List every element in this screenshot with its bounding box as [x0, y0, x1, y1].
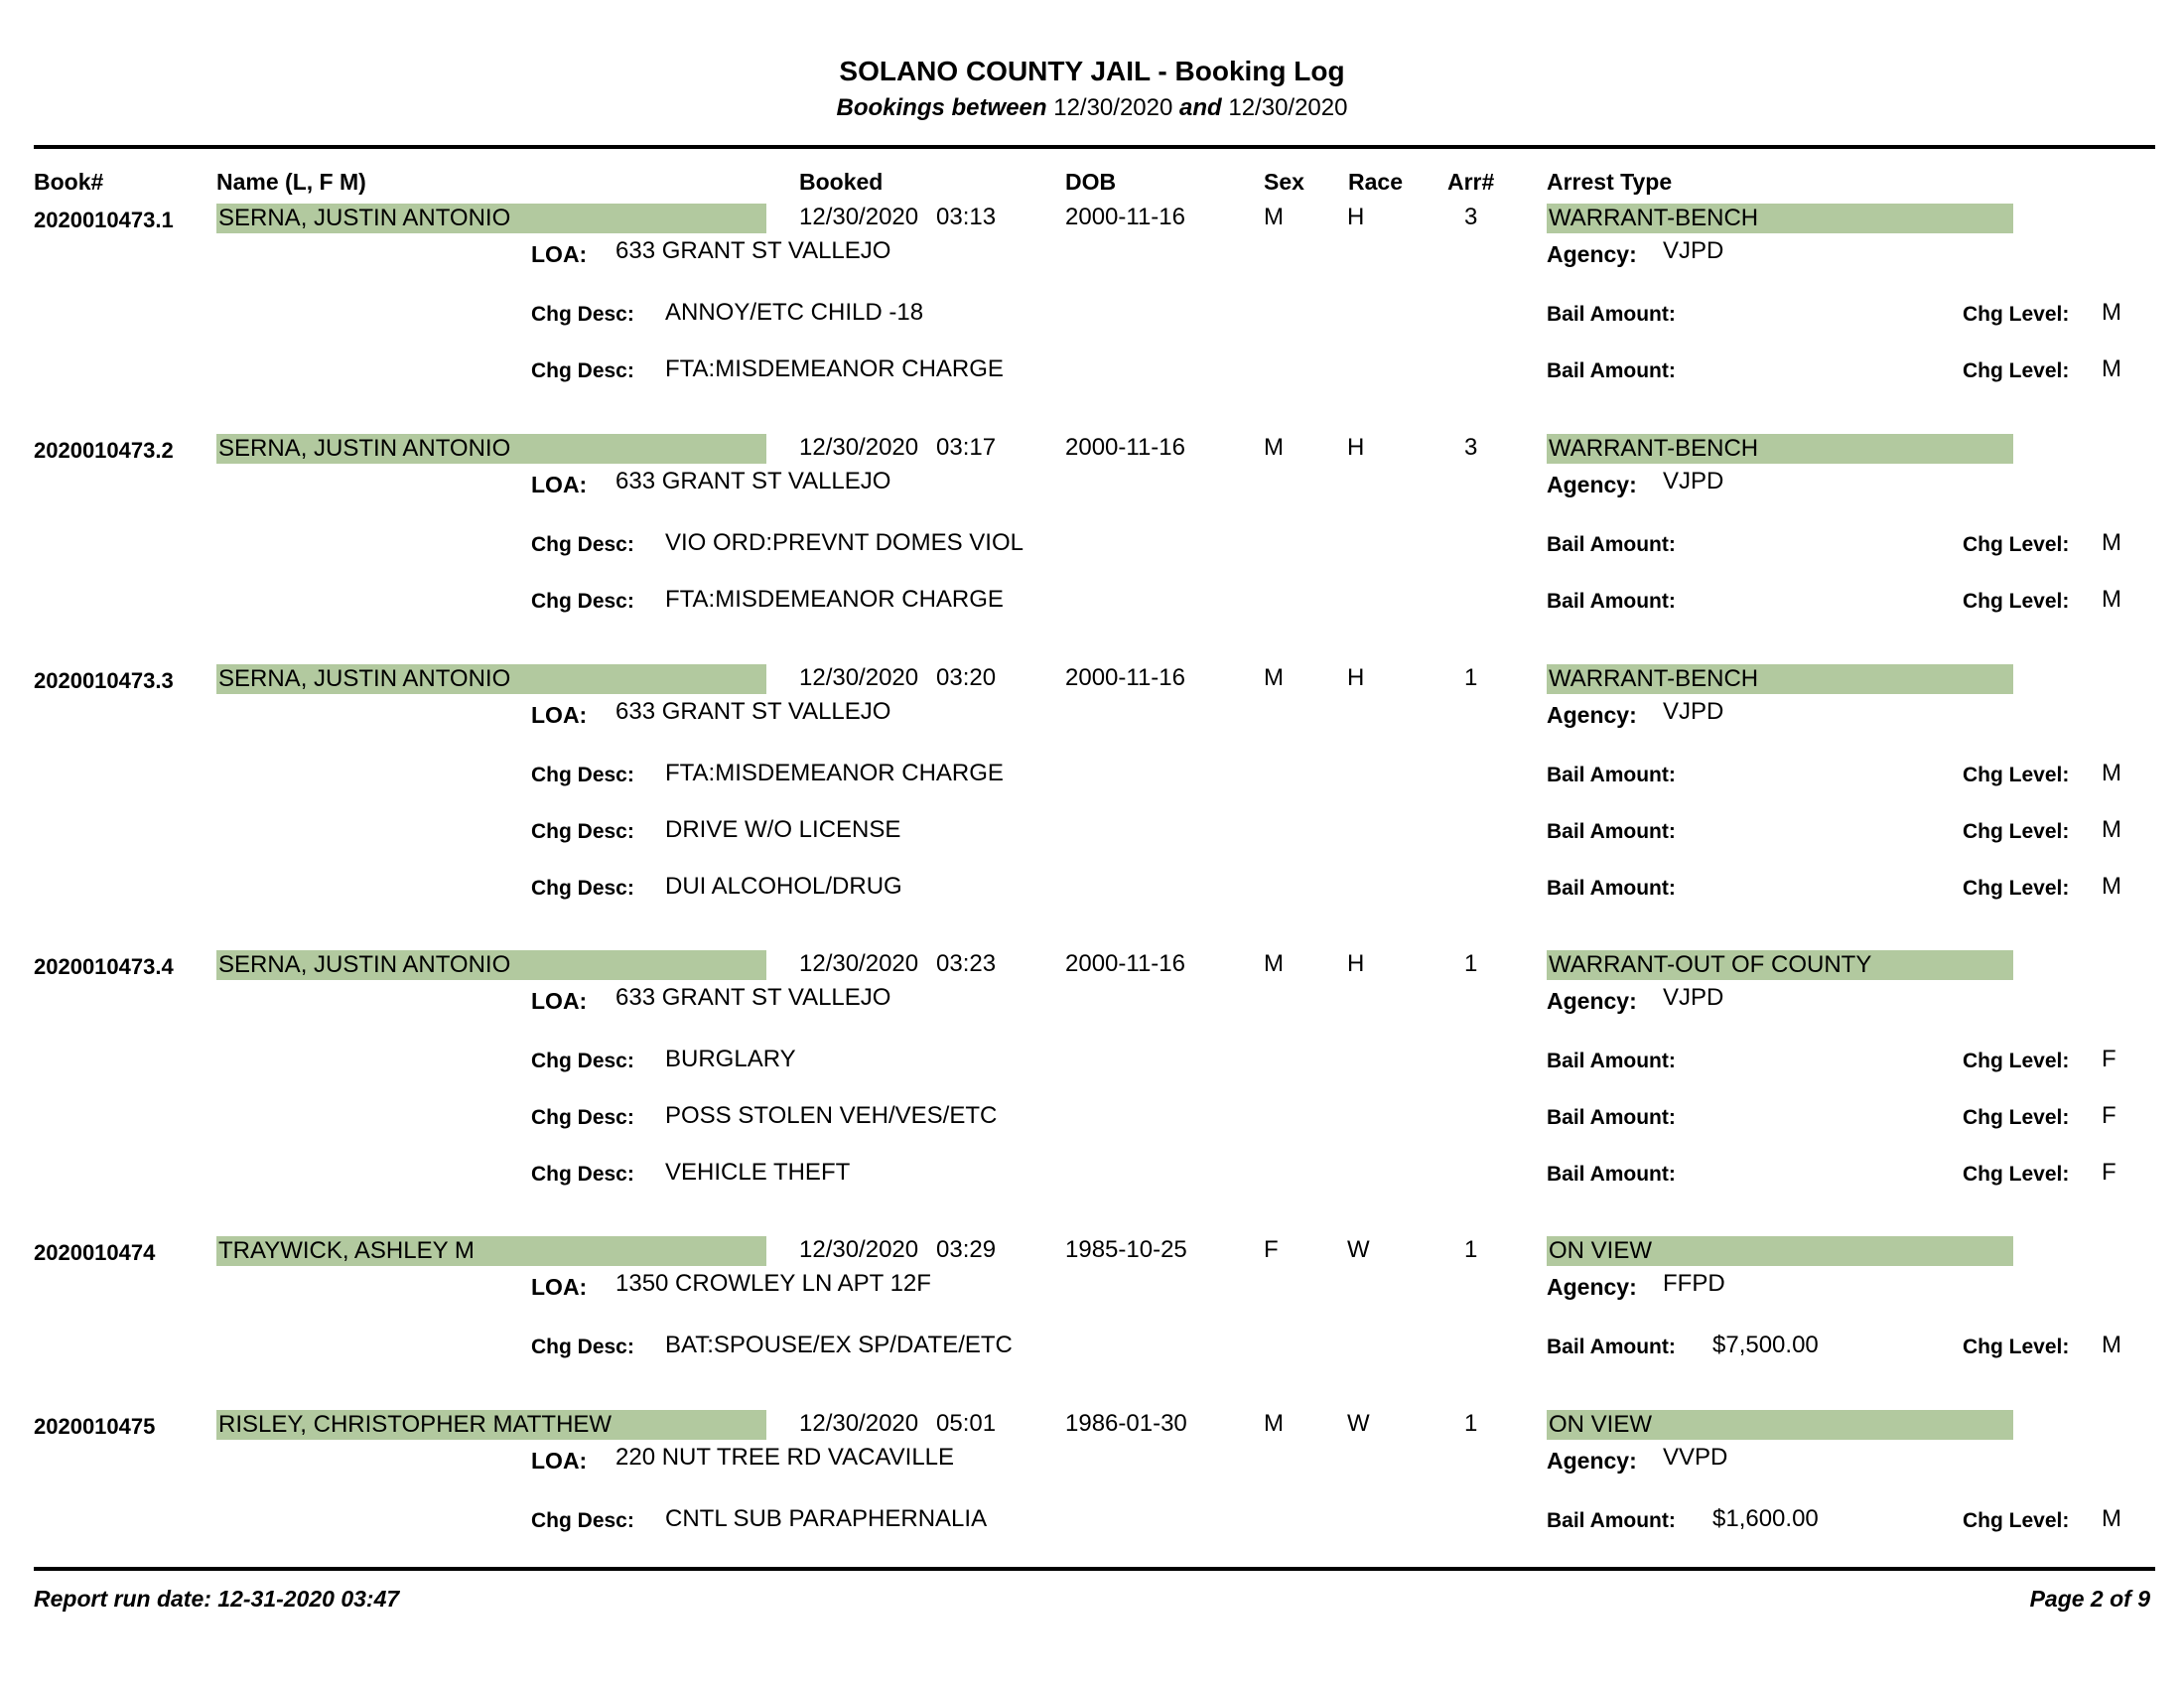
name-highlight [216, 664, 766, 694]
header-rule [34, 145, 2155, 149]
loa-label: LOA: [531, 241, 588, 267]
inmate-name: SERNA, JUSTIN ANTONIO [218, 435, 511, 462]
charge-row [0, 760, 2184, 791]
arrest-type-highlight [1547, 1410, 2013, 1440]
bail-amount-label: Bail Amount: [1547, 1050, 1676, 1072]
book-number: 2020010473.1 [34, 208, 174, 232]
charge-row [0, 355, 2184, 387]
chg-desc-label: Chg Desc: [531, 1106, 634, 1129]
charge-level: M [2102, 529, 2121, 556]
agency: VJPD [1663, 984, 1724, 1011]
subtitle-and: and [1179, 94, 1222, 121]
charge-description: CNTL SUB PARAPHERNALIA [665, 1505, 988, 1532]
date-from: 12/30/2020 [1053, 94, 1173, 121]
charge-level: M [2102, 355, 2121, 382]
loa-label: LOA: [531, 472, 588, 497]
loa-address: 633 GRANT ST VALLEJO [615, 984, 891, 1011]
col-name: Name (L, F M) [216, 169, 366, 195]
race: H [1347, 664, 1365, 691]
charge-level: M [2102, 873, 2121, 900]
arrest-type-highlight [1547, 434, 2013, 464]
loa-label: LOA: [531, 1448, 588, 1474]
race: W [1347, 1236, 1370, 1263]
bail-amount: $7,500.00 [1712, 1332, 1819, 1358]
chg-level-label: Chg Level: [1963, 359, 2070, 382]
loa-address: 633 GRANT ST VALLEJO [615, 468, 891, 494]
booked-date: 12/30/2020 [799, 950, 919, 977]
bail-amount-label: Bail Amount: [1547, 820, 1676, 843]
dob: 2000-11-16 [1065, 664, 1185, 691]
subtitle-prefix: Bookings between [836, 94, 1047, 121]
race: H [1347, 950, 1365, 977]
chg-desc-label: Chg Desc: [531, 1163, 634, 1186]
charge-row [0, 529, 2184, 561]
agency: FFPD [1663, 1270, 1725, 1297]
charge-row [0, 1332, 2184, 1363]
book-number: 2020010475 [34, 1414, 156, 1439]
charge-description: FTA:MISDEMEANOR CHARGE [665, 586, 1004, 613]
chg-level-label: Chg Level: [1963, 1509, 2070, 1532]
booked-date: 12/30/2020 [799, 664, 919, 691]
inmate-name: SERNA, JUSTIN ANTONIO [218, 951, 511, 978]
charge-row [0, 1159, 2184, 1191]
col-book: Book# [34, 169, 104, 195]
sex: M [1264, 950, 1284, 977]
bail-amount-label: Bail Amount: [1547, 533, 1676, 556]
agency-label: Agency: [1547, 1448, 1637, 1474]
chg-desc-label: Chg Desc: [531, 533, 634, 556]
chg-level-label: Chg Level: [1963, 820, 2070, 843]
dob: 1986-01-30 [1065, 1410, 1187, 1437]
race: W [1347, 1410, 1370, 1437]
chg-desc-label: Chg Desc: [531, 1050, 634, 1072]
agency: VJPD [1663, 698, 1724, 725]
booked-date: 12/30/2020 [799, 434, 919, 461]
chg-desc-label: Chg Desc: [531, 820, 634, 843]
inmate-name: TRAYWICK, ASHLEY M [218, 1237, 475, 1264]
arrest-type: WARRANT-OUT OF COUNTY [1549, 951, 1872, 978]
charge-description: BURGLARY [665, 1046, 796, 1072]
charge-row [0, 873, 2184, 905]
arrest-type: WARRANT-BENCH [1549, 205, 1759, 231]
charge-description: ANNOY/ETC CHILD -18 [665, 299, 924, 326]
charge-level: M [2102, 816, 2121, 843]
charge-row [0, 816, 2184, 848]
race: H [1347, 204, 1365, 230]
charge-level: M [2102, 760, 2121, 786]
footer-rule [34, 1567, 2155, 1571]
report-subtitle [0, 94, 2184, 122]
bail-amount-label: Bail Amount: [1547, 359, 1676, 382]
booked-time: 05:01 [936, 1410, 997, 1437]
date-to: 12/30/2020 [1228, 94, 1348, 121]
loa-address: 220 NUT TREE RD VACAVILLE [615, 1444, 955, 1471]
agency-label: Agency: [1547, 988, 1637, 1014]
bail-amount-label: Bail Amount: [1547, 877, 1676, 900]
dob: 2000-11-16 [1065, 950, 1185, 977]
arrest-type: WARRANT-BENCH [1549, 665, 1759, 692]
charge-description: POSS STOLEN VEH/VES/ETC [665, 1102, 998, 1129]
chg-desc-label: Chg Desc: [531, 590, 634, 613]
inmate-name: SERNA, JUSTIN ANTONIO [218, 665, 511, 692]
agency-label: Agency: [1547, 1274, 1637, 1300]
agency-label: Agency: [1547, 472, 1637, 497]
booked-date: 12/30/2020 [799, 1410, 919, 1437]
loa-label: LOA: [531, 702, 588, 728]
chg-level-label: Chg Level: [1963, 1163, 2070, 1186]
arrest-number: 1 [1464, 950, 1478, 977]
arrest-number: 1 [1464, 664, 1478, 691]
book-number: 2020010473.4 [34, 954, 174, 979]
arrest-type-highlight [1547, 664, 2013, 694]
charge-level: F [2102, 1046, 2116, 1072]
loa-label: LOA: [531, 988, 588, 1014]
arrest-type-highlight [1547, 204, 2013, 233]
col-arrest-type: Arrest Type [1547, 169, 1673, 195]
name-highlight [216, 1236, 766, 1266]
booked-time: 03:17 [936, 434, 997, 461]
booked-date: 12/30/2020 [799, 204, 919, 230]
dob: 2000-11-16 [1065, 434, 1185, 461]
arrest-number: 1 [1464, 1410, 1478, 1437]
race: H [1347, 434, 1365, 461]
arrest-type: ON VIEW [1549, 1237, 1653, 1264]
col-booked: Booked [799, 169, 884, 195]
col-dob: DOB [1065, 169, 1117, 195]
charge-level: M [2102, 299, 2121, 326]
chg-level-label: Chg Level: [1963, 590, 2070, 613]
arrest-type-highlight [1547, 950, 2013, 980]
name-highlight [216, 950, 766, 980]
charge-level: F [2102, 1159, 2116, 1186]
name-highlight [216, 1410, 766, 1440]
charge-row [0, 299, 2184, 331]
loa-label: LOA: [531, 1274, 588, 1300]
sex: M [1264, 204, 1284, 230]
chg-desc-label: Chg Desc: [531, 359, 634, 382]
bail-amount-label: Bail Amount: [1547, 1336, 1676, 1358]
charge-description: FTA:MISDEMEANOR CHARGE [665, 760, 1004, 786]
charge-level: F [2102, 1102, 2116, 1129]
charge-description: DUI ALCOHOL/DRUG [665, 873, 902, 900]
book-number: 2020010473.2 [34, 438, 174, 463]
chg-level-label: Chg Level: [1963, 1106, 2070, 1129]
dob: 1985-10-25 [1065, 1236, 1187, 1263]
booked-time: 03:23 [936, 950, 997, 977]
chg-desc-label: Chg Desc: [531, 877, 634, 900]
bail-amount-label: Bail Amount: [1547, 1106, 1676, 1129]
bail-amount-label: Bail Amount: [1547, 1509, 1676, 1532]
arrest-type: WARRANT-BENCH [1549, 435, 1759, 462]
chg-level-label: Chg Level: [1963, 1336, 2070, 1358]
report-run-date: Report run date: 12-31-2020 03:47 [34, 1586, 400, 1612]
name-highlight [216, 204, 766, 233]
chg-desc-label: Chg Desc: [531, 1336, 634, 1358]
bail-amount: $1,600.00 [1712, 1505, 1819, 1532]
col-arr: Arr# [1447, 169, 1495, 195]
agency: VVPD [1663, 1444, 1728, 1471]
sex: M [1264, 434, 1284, 461]
chg-level-label: Chg Level: [1963, 764, 2070, 786]
arrest-number: 3 [1464, 204, 1478, 230]
page-number: Page 2 of 9 [2029, 1586, 2150, 1612]
col-sex: Sex [1264, 169, 1304, 195]
booked-date: 12/30/2020 [799, 1236, 919, 1263]
charge-level: M [2102, 1505, 2121, 1532]
loa-address: 633 GRANT ST VALLEJO [615, 237, 891, 264]
inmate-name: SERNA, JUSTIN ANTONIO [218, 205, 511, 231]
booked-time: 03:29 [936, 1236, 997, 1263]
bail-amount-label: Bail Amount: [1547, 303, 1676, 326]
charge-description: VEHICLE THEFT [665, 1159, 851, 1186]
book-number: 2020010473.3 [34, 668, 174, 693]
agency-label: Agency: [1547, 702, 1637, 728]
charge-description: DRIVE W/O LICENSE [665, 816, 901, 843]
charge-description: FTA:MISDEMEANOR CHARGE [665, 355, 1004, 382]
chg-level-label: Chg Level: [1963, 1050, 2070, 1072]
loa-address: 1350 CROWLEY LN APT 12F [615, 1270, 931, 1297]
agency-label: Agency: [1547, 241, 1637, 267]
charge-row [0, 1505, 2184, 1537]
report-title: SOLANO COUNTY JAIL - Booking Log [839, 56, 1345, 86]
loa-address: 633 GRANT ST VALLEJO [615, 698, 891, 725]
charge-row [0, 1046, 2184, 1077]
charge-level: M [2102, 1332, 2121, 1358]
name-highlight [216, 434, 766, 464]
agency: VJPD [1663, 237, 1724, 264]
sex: M [1264, 664, 1284, 691]
chg-desc-label: Chg Desc: [531, 303, 634, 326]
charge-description: VIO ORD:PREVNT DOMES VIOL [665, 529, 1024, 556]
sex: F [1264, 1236, 1279, 1263]
chg-desc-label: Chg Desc: [531, 764, 634, 786]
charge-description: BAT:SPOUSE/EX SP/DATE/ETC [665, 1332, 1013, 1358]
dob: 2000-11-16 [1065, 204, 1185, 230]
arrest-number: 1 [1464, 1236, 1478, 1263]
arrest-type-highlight [1547, 1236, 2013, 1266]
chg-level-label: Chg Level: [1963, 533, 2070, 556]
sex: M [1264, 1410, 1284, 1437]
chg-level-label: Chg Level: [1963, 877, 2070, 900]
bail-amount-label: Bail Amount: [1547, 1163, 1676, 1186]
col-race: Race [1348, 169, 1403, 195]
book-number: 2020010474 [34, 1240, 156, 1265]
charge-row [0, 586, 2184, 618]
arrest-type: ON VIEW [1549, 1411, 1653, 1438]
charge-row [0, 1102, 2184, 1134]
chg-desc-label: Chg Desc: [531, 1509, 634, 1532]
chg-level-label: Chg Level: [1963, 303, 2070, 326]
booked-time: 03:20 [936, 664, 997, 691]
bail-amount-label: Bail Amount: [1547, 590, 1676, 613]
arrest-number: 3 [1464, 434, 1478, 461]
agency: VJPD [1663, 468, 1724, 494]
inmate-name: RISLEY, CHRISTOPHER MATTHEW [218, 1411, 613, 1438]
bail-amount-label: Bail Amount: [1547, 764, 1676, 786]
booked-time: 03:13 [936, 204, 997, 230]
charge-level: M [2102, 586, 2121, 613]
